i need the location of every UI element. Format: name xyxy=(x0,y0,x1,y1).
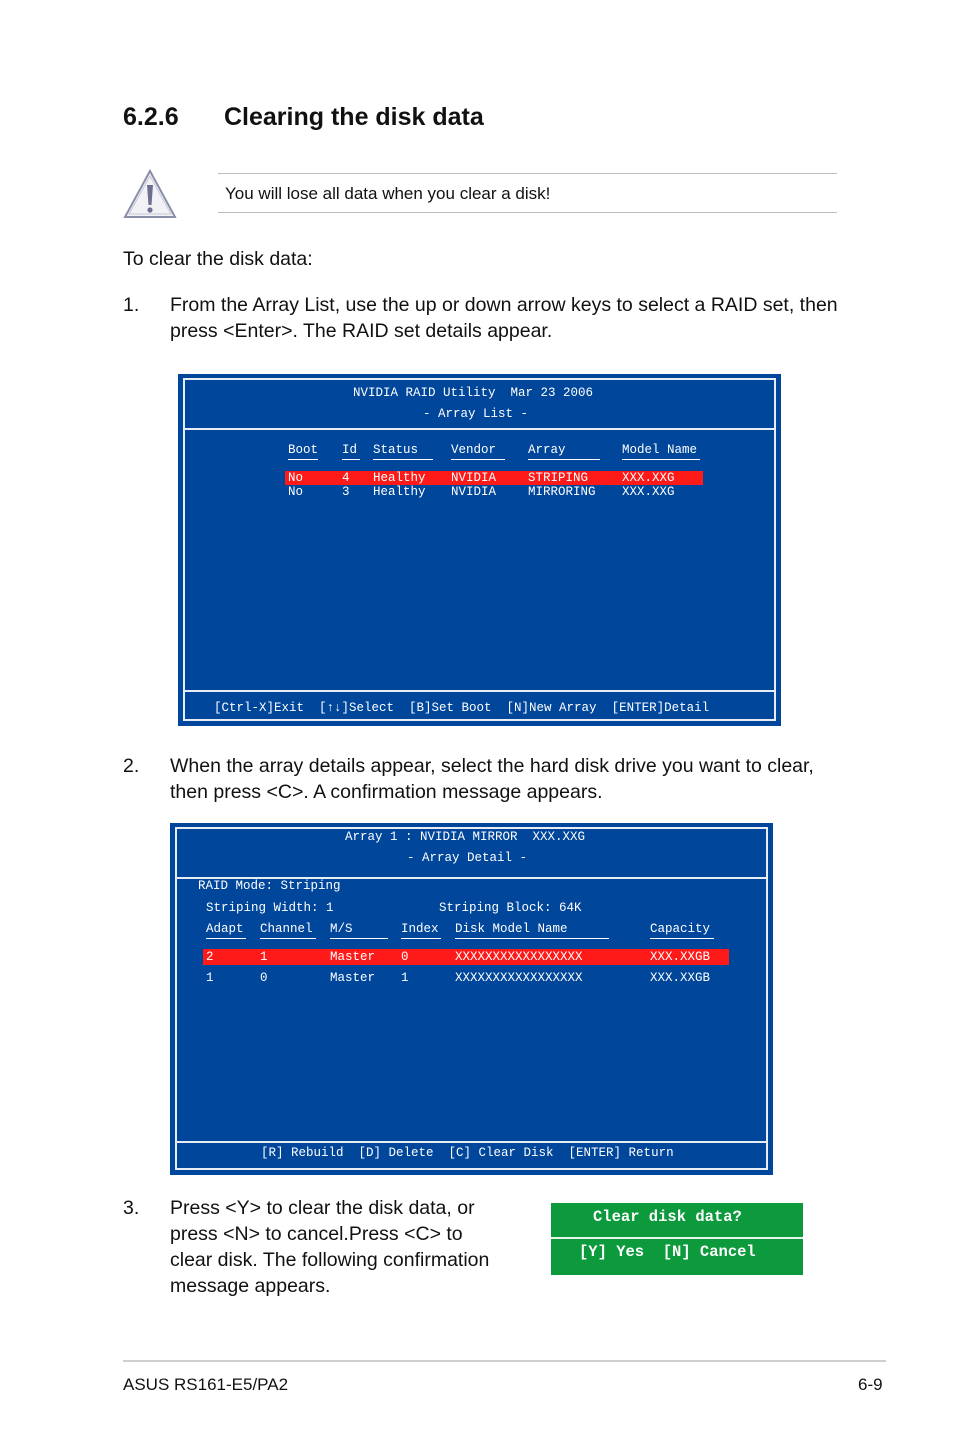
cell-boot: No xyxy=(288,471,304,485)
step-1-line-1: From the Array List, use the up or down arrow keys to select a RAID set, then xyxy=(170,294,838,316)
cell-vendor: NVIDIA xyxy=(451,485,497,499)
cell-capacity: XXX.XXGB xyxy=(650,950,711,964)
array-title: Array 1 : NVIDIA MIRROR XXX.XXG xyxy=(345,830,586,844)
cell-boot: No xyxy=(288,485,304,499)
cell-disk-model: XXXXXXXXXXXXXXXXX xyxy=(455,950,583,964)
col-adapt: Adapt xyxy=(206,922,246,939)
col-vendor: Vendor xyxy=(451,443,505,460)
section-number: 6.2.6 xyxy=(123,103,179,131)
footer-model: ASUS RS161-E5/PA2 xyxy=(123,1375,289,1394)
cell-id: 4 xyxy=(342,471,350,485)
dialog-divider xyxy=(551,1237,803,1239)
cell-ms: Master xyxy=(330,971,376,985)
step-3-line-1: Press <Y> to clear the disk data, or xyxy=(170,1197,475,1219)
cell-capacity: XXX.XXGB xyxy=(650,971,711,985)
cell-index: 1 xyxy=(401,971,409,985)
clear-disk-dialog xyxy=(551,1203,803,1275)
dialog-options[interactable]: [Y] Yes [N] Cancel xyxy=(579,1243,756,1261)
step-1-number: 1. xyxy=(123,294,140,316)
col-array: Array xyxy=(528,443,600,460)
cell-status: Healthy xyxy=(373,471,426,485)
array-list-screen xyxy=(178,374,781,726)
warning-text: You will lose all data when you clear a disk! xyxy=(225,184,551,203)
col-ms: M/S xyxy=(330,922,388,939)
cell-disk-model: XXXXXXXXXXXXXXXXX xyxy=(455,971,583,985)
array-detail-screen xyxy=(170,823,773,1175)
cell-adapt: 2 xyxy=(206,950,214,964)
col-model-name: Model Name xyxy=(622,443,700,460)
step-3-number: 3. xyxy=(123,1197,140,1219)
step-2-line-1: When the array details appear, select the hard disk drive you want to clear, xyxy=(170,755,814,777)
cell-array: STRIPING xyxy=(528,471,589,485)
dialog-question: Clear disk data? xyxy=(593,1208,742,1226)
col-disk-model-name: Disk Model Name xyxy=(455,922,609,939)
col-boot: Boot xyxy=(288,443,318,460)
key-help-bar: [R] Rebuild [D] Delete [C] Clear Disk [ENTER] Return xyxy=(261,1146,674,1160)
step-2-number: 2. xyxy=(123,755,140,777)
step-1-line-2: press <Enter>. The RAID set details appear. xyxy=(170,320,553,342)
col-channel: Channel xyxy=(260,922,316,939)
array-detail-subtitle: - Array Detail - xyxy=(407,851,528,865)
striping-block: Striping Block: 64K xyxy=(439,901,582,915)
col-index: Index xyxy=(401,922,441,939)
footer-rule xyxy=(123,1360,886,1362)
col-id: Id xyxy=(342,443,360,460)
page-number: 6-9 xyxy=(858,1375,883,1394)
intro-text: To clear the disk data: xyxy=(123,248,313,270)
step-3-line-2: press <N> to cancel.Press <C> to xyxy=(170,1223,463,1245)
cell-channel: 1 xyxy=(260,950,268,964)
utility-title: NVIDIA RAID Utility Mar 23 2006 xyxy=(353,386,594,400)
col-status: Status xyxy=(373,443,433,460)
cell-status: Healthy xyxy=(373,485,426,499)
header-divider xyxy=(183,428,776,430)
striping-width: Striping Width: 1 xyxy=(206,901,334,915)
cell-model: XXX.XXG xyxy=(622,485,675,499)
cell-model: XXX.XXG xyxy=(622,471,675,485)
cell-ms: Master xyxy=(330,950,376,964)
key-help-bar: [Ctrl-X]Exit [↑↓]Select [B]Set Boot [N]New Array [ENTER]Detail xyxy=(214,701,710,715)
cell-array: MIRRORING xyxy=(528,485,596,499)
footer-divider xyxy=(183,690,776,692)
step-3-line-4: message appears. xyxy=(170,1275,331,1297)
step-2-line-2: then press <C>. A confirmation message appears. xyxy=(170,781,603,803)
warning-icon xyxy=(122,168,178,220)
raid-mode: RAID Mode: Striping xyxy=(198,879,341,893)
cell-vendor: NVIDIA xyxy=(451,471,497,485)
cell-adapt: 1 xyxy=(206,971,214,985)
warning-note xyxy=(218,173,837,213)
step-3-line-3: clear disk. The following confirmation xyxy=(170,1249,490,1271)
section-title: Clearing the disk data xyxy=(224,103,484,131)
array-list-subtitle: - Array List - xyxy=(423,407,529,421)
col-capacity: Capacity xyxy=(650,922,714,939)
cell-index: 0 xyxy=(401,950,409,964)
cell-channel: 0 xyxy=(260,971,268,985)
footer-divider xyxy=(175,1141,768,1143)
cell-id: 3 xyxy=(342,485,350,499)
